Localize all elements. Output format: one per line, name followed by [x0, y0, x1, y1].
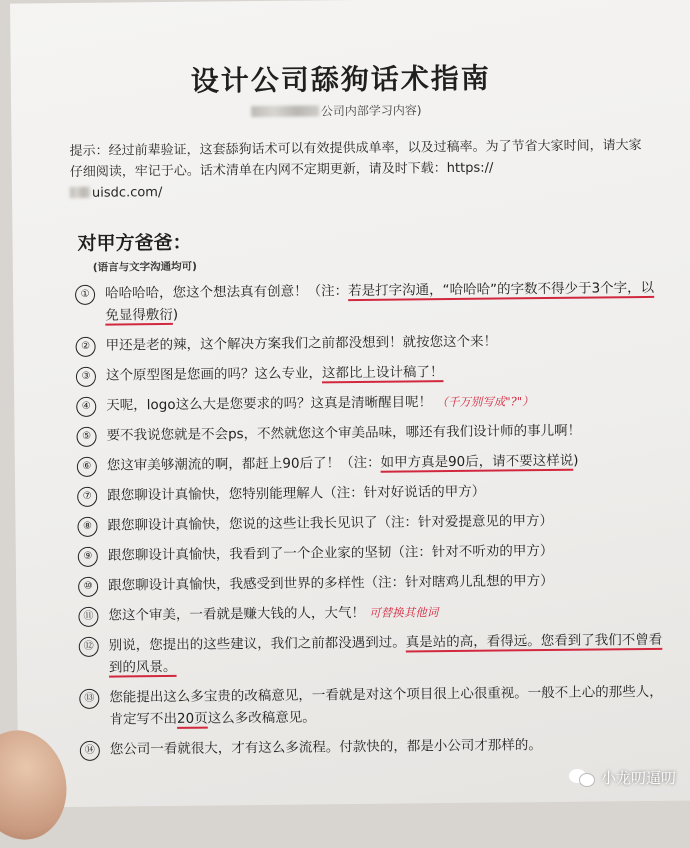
underlined-text: 这都比上设计稿了！: [321, 364, 444, 382]
item-text: [108, 539, 668, 567]
list-item: [79, 629, 669, 679]
item-text-main: 跟您聊设计真愉快，您特别能理解人（注：针对好说话的甲方）: [107, 483, 486, 504]
item-text-main: 天呢，logo这么大是您要求的吗？这真是清晰醒目呢！: [106, 394, 433, 414]
list-item: [78, 539, 668, 567]
item-text-main: 跟您聊设计真愉快，我看到了一个企业家的坚韧（注：针对不听劝的甲方）: [107, 542, 554, 564]
list-item: [76, 359, 666, 387]
tip-paragraph: [69, 135, 645, 204]
redacted-url-prefix: [70, 187, 90, 198]
watermark-label: 小龙叨逼叨: [600, 768, 676, 787]
item-text: [107, 479, 667, 507]
item-number: ⑥: [77, 457, 97, 477]
tip-url: uisdc.com/: [91, 185, 163, 201]
list-item: [75, 329, 665, 357]
section-note: (语言与文字沟通均可): [92, 260, 197, 274]
item-number: ⑫: [79, 637, 99, 657]
item-number: ⑩: [78, 577, 98, 597]
section-heading: 对甲方爸爸：: [77, 231, 192, 255]
item-number: ①: [75, 285, 95, 305]
underlined-text: 20页: [176, 710, 208, 727]
underlined-text: 若是打字沟通，“哈哈哈”的字数不得少于3个字，以免显得敷衍: [105, 279, 655, 324]
item-number: ⑦: [77, 487, 97, 507]
item-text: [109, 629, 669, 679]
list-item: [77, 509, 667, 537]
item-text-tail: ): [573, 452, 579, 469]
item-text: [107, 509, 667, 537]
item-text-main: 跟您聊设计真愉快，我感受到世界的多样性（注：针对瞎鸡儿乱想的甲方）: [108, 572, 554, 594]
list-item: [76, 389, 666, 417]
item-text-tail: 这么多改稿意见。: [207, 709, 316, 727]
item-text-main: 这个原型图是您画的吗？这么专业，: [105, 365, 322, 384]
item-text-main: 跟您聊设计真愉快，您说的这些让我长见识了（注：针对爱提意见的甲方）: [107, 512, 554, 534]
document-page: [10, 0, 690, 808]
item-text-main: 您公司一看就很大，才有这么多流程。付款快的，都是小公司才那样的。: [109, 737, 542, 758]
underlined-text: 如甲方真是90后，请不要这样说: [380, 452, 574, 471]
item-number: ④: [76, 397, 96, 417]
item-number: ③: [76, 367, 96, 387]
item-number: ⑤: [76, 427, 96, 447]
document-title: 设计公司舔狗话术指南: [190, 61, 491, 98]
item-number: ⑪: [78, 607, 98, 627]
item-text-main: 要不我说您就是不会ps，不然就您这个审美品味，哪还有我们设计师的事儿啊！: [106, 422, 582, 444]
item-text-main: 您这审美够潮流的啊，都赶上90后了！（注：: [106, 454, 381, 474]
underlined-text: 真是站的高，看得远。您看到了我们不曾看到的风景。: [108, 631, 663, 676]
watermark: [569, 766, 676, 788]
subtitle-text: 公司内部学习内容): [320, 103, 422, 119]
handwritten-note: 可替换其他词: [369, 605, 439, 620]
item-text-main: 您能提出这么多宝贵的改稿意见，一看就是对这个项目很上心很重视。一般不上心的那些人，肯定写不出: [109, 683, 663, 728]
item-text: [109, 681, 669, 731]
tip-text: 提示：经过前辈验证，这套舔狗话术可以有效提供成单率，以及过稿率。为了节省大家时间，请大家仔细阅读，牢记于心。话术清单在内网不定期更新，请及时下载：https://: [69, 138, 642, 180]
item-text: [105, 277, 665, 327]
list-item: [77, 479, 667, 507]
list-item: [78, 599, 668, 627]
item-number: ⑨: [78, 547, 98, 567]
item-number: ②: [76, 337, 96, 357]
item-number: ⑧: [77, 517, 97, 537]
list-item: [77, 449, 667, 477]
item-text: [108, 569, 668, 597]
list-item: [76, 419, 666, 447]
handwritten-note: （千万别写成"?"）: [436, 394, 534, 410]
wechat-icon: [569, 766, 595, 788]
list-item: [78, 569, 668, 597]
item-text: [107, 449, 667, 477]
item-text: [106, 419, 666, 447]
redacted-company-name: [251, 105, 319, 117]
item-text-tail: ): [172, 306, 179, 323]
item-text-main: 甲还是老的辣，这个解决方案我们之前都没想到！就按您这个来！: [105, 333, 498, 354]
item-number: ⑬: [79, 689, 99, 709]
list-item: [79, 681, 669, 731]
list-item: [75, 277, 665, 327]
item-text-main: 您这个审美，一看就是赚大钱的人，大气！: [108, 604, 366, 624]
list-item: [80, 733, 670, 761]
document-subtitle: [11, 99, 661, 123]
item-text: [106, 359, 666, 387]
item-text: [110, 733, 670, 761]
item-text: [106, 389, 666, 417]
item-text-main: 别说，您提出的这些建议，我们之前都没遇到过。: [108, 634, 406, 654]
phrase-list: [75, 277, 670, 769]
item-text: [105, 329, 665, 357]
item-number: ⑭: [80, 741, 100, 761]
item-text: [108, 599, 668, 627]
item-text-main: 哈哈哈哈，您这个想法真有创意！（注：: [104, 283, 349, 302]
